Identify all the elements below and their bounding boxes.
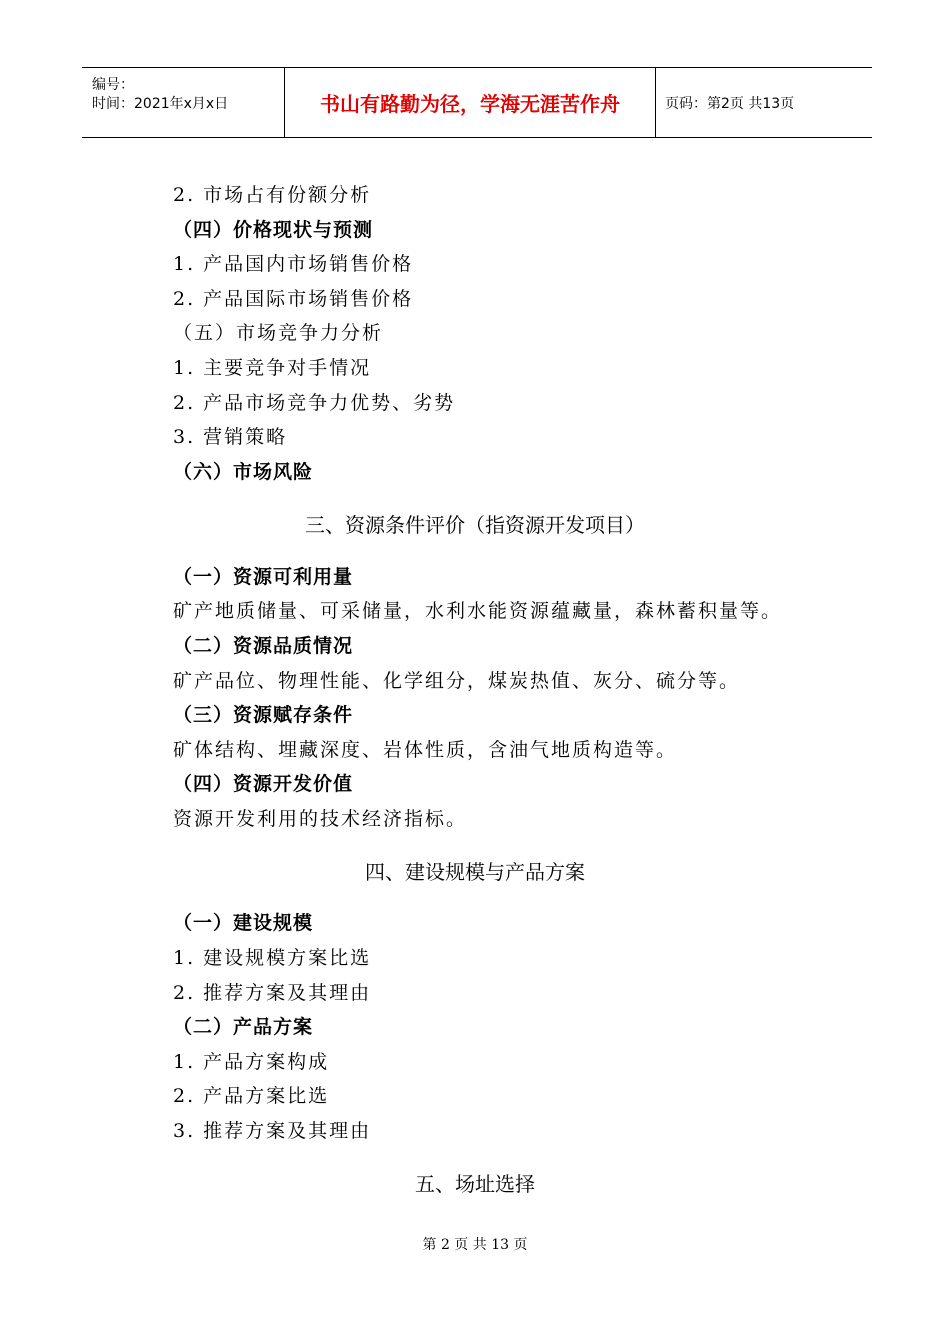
header-meta-cell [82,68,285,137]
body-line: 1. 产品国内市场销售价格 [173,253,414,275]
body-line: 1. 主要竞争对手情况 [173,357,372,379]
document-number-label: 编号： [92,77,134,93]
body-line: 2. 产品国际市场销售价格 [173,288,414,310]
body-line: 1. 产品方案构成 [173,1051,330,1073]
body-line: 矿产品位、物理性能、化学组分，煤炭热值、灰分、硫分等。 [173,670,741,692]
body-line: 资源开发利用的技术经济指标。 [173,808,468,830]
section-heading: （二）资源品质情况 [173,635,354,657]
body-line: 2. 推荐方案及其理由 [173,982,372,1004]
section-heading: （六）市场风险 [173,461,314,483]
section-heading: （二）产品方案 [173,1016,314,1038]
body-line: 矿体结构、埋藏深度、岩体性质，含油气地质构造等。 [173,739,678,761]
document-time-label: 时间：2021年x月x日 [92,96,229,112]
page-footer: 第 2 页 共 13 页 [422,1237,528,1253]
chapter-heading: 三、资源条件评价（指资源开发项目） [305,513,645,537]
body-line: 1. 建设规模方案比选 [173,947,372,969]
header-motto: 书山有路勤为径，学海无涯苦作舟 [285,68,656,137]
body-line: 2. 产品方案比选 [173,1085,330,1107]
section-heading: （四）资源开发价值 [173,773,354,795]
document-header [82,67,872,138]
section-heading: （一）建设规模 [173,912,314,934]
section-heading: （四）价格现状与预测 [173,219,374,241]
body-line: （五）市场竞争力分析 [173,322,384,344]
chapter-heading: 五、场址选择 [415,1172,535,1196]
body-line: 2. 市场占有份额分析 [173,184,372,206]
header-page-info: 页码：第2页 共13页 [665,95,795,112]
section-heading: （三）资源赋存条件 [173,704,354,726]
section-heading: （一）资源可利用量 [173,566,354,588]
body-line: 2. 产品市场竞争力优势、劣势 [173,392,456,414]
chapter-heading: 四、建设规模与产品方案 [365,860,585,884]
body-line: 矿产地质储量、可采储量，水利水能资源蕴藏量，森林蓄积量等。 [173,600,783,622]
body-line: 3. 推荐方案及其理由 [173,1120,372,1142]
body-line: 3. 营销策略 [173,426,288,448]
